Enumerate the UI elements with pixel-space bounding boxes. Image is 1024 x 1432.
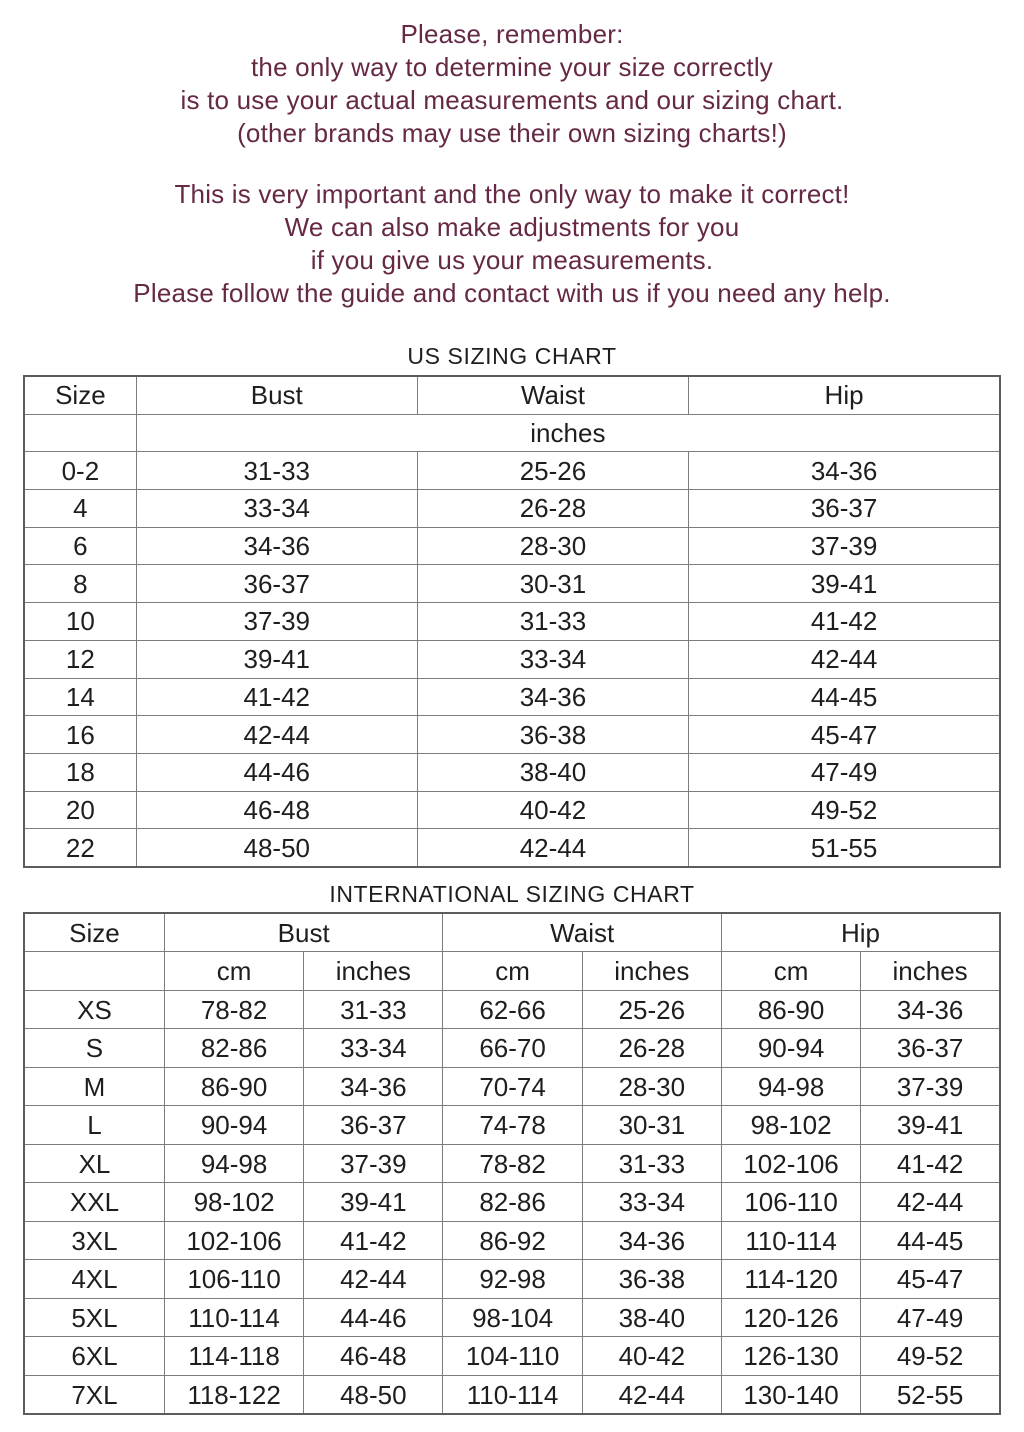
measurement-cell: 31-33 (136, 452, 417, 490)
measurement-cell: 49-52 (861, 1337, 1000, 1376)
measurement-cell: 86-92 (443, 1221, 582, 1260)
measurement-cell: 40-42 (582, 1337, 721, 1376)
intro-line-6: We can also make adjustments for you (284, 212, 740, 242)
measurement-cell: 34-36 (417, 678, 688, 716)
measurement-cell: 36-37 (861, 1029, 1000, 1068)
measurement-cell: 86-90 (164, 1067, 303, 1106)
size-cell: M (24, 1067, 164, 1106)
measurement-cell: 51-55 (689, 829, 1000, 867)
size-cell: 3XL (24, 1221, 164, 1260)
measurement-cell: 90-94 (721, 1029, 860, 1068)
measurement-cell: 98-104 (443, 1298, 582, 1337)
us-table-row (24, 527, 1000, 565)
measurement-cell: 82-86 (164, 1029, 303, 1068)
us-table-row (24, 640, 1000, 678)
intl-table-row (24, 990, 1000, 1029)
measurement-cell: 74-78 (443, 1106, 582, 1145)
column-header-hip: Hip (689, 376, 1000, 414)
measurement-cell: 41-42 (861, 1144, 1000, 1183)
measurement-cell: 98-102 (164, 1183, 303, 1222)
measurement-cell: 46-48 (304, 1337, 443, 1376)
measurement-cell: 41-42 (689, 603, 1000, 641)
measurement-cell: 47-49 (861, 1298, 1000, 1337)
intl-table-row (24, 1144, 1000, 1183)
measurement-cell: 37-39 (689, 527, 1000, 565)
measurement-cell: 90-94 (164, 1106, 303, 1145)
measurement-cell: 41-42 (136, 678, 417, 716)
us-table-row (24, 603, 1000, 641)
measurement-cell: 44-45 (689, 678, 1000, 716)
measurement-cell: 98-102 (721, 1106, 860, 1145)
column-header-size: Size (24, 376, 136, 414)
size-cell: 6XL (24, 1337, 164, 1376)
measurement-cell: 70-74 (443, 1067, 582, 1106)
measurement-cell: 114-120 (721, 1260, 860, 1299)
measurement-cell: 44-45 (861, 1221, 1000, 1260)
measurement-cell: 39-41 (304, 1183, 443, 1222)
measurement-cell: 106-110 (164, 1260, 303, 1299)
size-cell: 8 (24, 565, 136, 603)
size-cell: S (24, 1029, 164, 1068)
measurement-cell: 39-41 (689, 565, 1000, 603)
size-cell: 14 (24, 678, 136, 716)
us-table-row (24, 791, 1000, 829)
unit-label-cell: inches (136, 414, 1000, 452)
unit-label-cell: inches (861, 952, 1000, 991)
measurement-cell: 78-82 (443, 1144, 582, 1183)
unit-label-cell: inches (582, 952, 721, 991)
measurement-cell: 106-110 (721, 1183, 860, 1222)
column-header-bust: Bust (164, 913, 443, 952)
us-table-row (24, 565, 1000, 603)
measurement-cell: 49-52 (689, 791, 1000, 829)
measurement-cell: 102-106 (721, 1144, 860, 1183)
measurement-cell: 48-50 (304, 1375, 443, 1414)
measurement-cell: 34-36 (304, 1067, 443, 1106)
measurement-cell: 114-118 (164, 1337, 303, 1376)
unit-label-cell: cm (721, 952, 860, 991)
measurement-cell: 42-44 (689, 640, 1000, 678)
measurement-cell: 38-40 (582, 1298, 721, 1337)
intl-table-body (24, 990, 1000, 1414)
size-cell: 4XL (24, 1260, 164, 1299)
measurement-cell: 28-30 (582, 1067, 721, 1106)
measurement-cell: 33-34 (304, 1029, 443, 1068)
us-table-row (24, 753, 1000, 791)
measurement-cell: 42-44 (582, 1375, 721, 1414)
intl-table-row (24, 1067, 1000, 1106)
column-header-waist: Waist (417, 376, 688, 414)
measurement-cell: 48-50 (136, 829, 417, 867)
size-cell: 4 (24, 490, 136, 528)
measurement-cell: 34-36 (861, 990, 1000, 1029)
measurement-cell: 33-34 (417, 640, 688, 678)
measurement-cell: 36-37 (136, 565, 417, 603)
measurement-cell: 30-31 (582, 1106, 721, 1145)
measurement-cell: 110-114 (164, 1298, 303, 1337)
size-cell: 18 (24, 753, 136, 791)
measurement-cell: 126-130 (721, 1337, 860, 1376)
measurement-cell: 33-34 (582, 1183, 721, 1222)
size-cell: 0-2 (24, 452, 136, 490)
measurement-cell: 86-90 (721, 990, 860, 1029)
measurement-cell: 31-33 (582, 1144, 721, 1183)
intl-header-row (24, 913, 1000, 952)
intro-line-5: This is very important and the only way to make it correct! (174, 179, 850, 209)
measurement-cell: 37-39 (136, 603, 417, 641)
size-cell: 10 (24, 603, 136, 641)
us-unit-row (24, 414, 1000, 452)
intro-line-1: Please, remember: (400, 19, 624, 49)
intro-line-7: if you give us your measurements. (310, 245, 714, 275)
measurement-cell: 45-47 (689, 716, 1000, 754)
measurement-cell: 46-48 (136, 791, 417, 829)
measurement-cell: 118-122 (164, 1375, 303, 1414)
intro-line-2: the only way to determine your size correctly (251, 52, 773, 82)
intl-table-row (24, 1029, 1000, 1068)
column-header-hip: Hip (721, 913, 1000, 952)
measurement-cell: 36-38 (582, 1260, 721, 1299)
measurement-cell: 42-44 (861, 1183, 1000, 1222)
unit-label-cell: cm (164, 952, 303, 991)
measurement-cell: 47-49 (689, 753, 1000, 791)
measurement-cell: 26-28 (582, 1029, 721, 1068)
size-cell: XXL (24, 1183, 164, 1222)
size-cell: L (24, 1106, 164, 1145)
measurement-cell: 44-46 (304, 1298, 443, 1337)
sizing-guide-page (23, 0, 1001, 1415)
measurement-cell: 36-37 (304, 1106, 443, 1145)
measurement-cell: 42-44 (304, 1260, 443, 1299)
us-sizing-table (23, 375, 1001, 868)
measurement-cell: 36-38 (417, 716, 688, 754)
unit-label-cell: cm (443, 952, 582, 991)
intro-section (23, 0, 1001, 310)
us-chart-title: US SIZING CHART (407, 343, 617, 369)
intro-line-8: Please follow the guide and contact with us if you need any help. (133, 278, 891, 308)
column-header-waist: Waist (443, 913, 722, 952)
column-header-bust: Bust (136, 376, 417, 414)
measurement-cell: 45-47 (861, 1260, 1000, 1299)
intl-table-row (24, 1375, 1000, 1414)
paragraph-spacer (23, 150, 1001, 178)
measurement-cell: 34-36 (136, 527, 417, 565)
us-header-row (24, 376, 1000, 414)
measurement-cell: 94-98 (721, 1067, 860, 1106)
measurement-cell: 52-55 (861, 1375, 1000, 1414)
intl-table-row (24, 1183, 1000, 1222)
measurement-cell: 66-70 (443, 1029, 582, 1068)
column-header-size: Size (24, 913, 164, 952)
intl-table-row (24, 1260, 1000, 1299)
intl-table-row (24, 1337, 1000, 1376)
measurement-cell: 26-28 (417, 490, 688, 528)
intro-line-3: is to use your actual measurements and our sizing chart. (180, 85, 844, 115)
size-cell: 22 (24, 829, 136, 867)
size-cell: 6 (24, 527, 136, 565)
measurement-cell: 102-106 (164, 1221, 303, 1260)
unit-label-cell: inches (304, 952, 443, 991)
intl-chart-title: INTERNATIONAL SIZING CHART (329, 880, 695, 907)
us-table-body (24, 452, 1000, 867)
measurement-cell: 42-44 (136, 716, 417, 754)
measurement-cell: 36-37 (689, 490, 1000, 528)
measurement-cell: 82-86 (443, 1183, 582, 1222)
measurement-cell: 104-110 (443, 1337, 582, 1376)
measurement-cell: 34-36 (689, 452, 1000, 490)
size-cell: 12 (24, 640, 136, 678)
measurement-cell: 42-44 (417, 829, 688, 867)
measurement-cell: 39-41 (136, 640, 417, 678)
measurement-cell: 25-26 (417, 452, 688, 490)
us-table-row (24, 452, 1000, 490)
measurement-cell: 94-98 (164, 1144, 303, 1183)
intl-table-row (24, 1221, 1000, 1260)
measurement-cell: 37-39 (304, 1144, 443, 1183)
us-table-row (24, 716, 1000, 754)
measurement-cell: 120-126 (721, 1298, 860, 1337)
measurement-cell: 110-114 (443, 1375, 582, 1414)
measurement-cell: 78-82 (164, 990, 303, 1029)
measurement-cell: 37-39 (861, 1067, 1000, 1106)
measurement-cell: 62-66 (443, 990, 582, 1029)
us-table-row (24, 678, 1000, 716)
size-cell: XL (24, 1144, 164, 1183)
us-table-row (24, 829, 1000, 867)
measurement-cell: 110-114 (721, 1221, 860, 1260)
intro-line-4: (other brands may use their own sizing charts!) (237, 118, 787, 148)
measurement-cell: 130-140 (721, 1375, 860, 1414)
measurement-cell: 40-42 (417, 791, 688, 829)
intl-sizing-table (23, 912, 1001, 1416)
intl-table-head (24, 913, 1000, 991)
size-cell: 20 (24, 791, 136, 829)
empty-cell (24, 414, 136, 452)
measurement-cell: 39-41 (861, 1106, 1000, 1145)
size-cell: 5XL (24, 1298, 164, 1337)
measurement-cell: 44-46 (136, 753, 417, 791)
intl-unit-row (24, 952, 1000, 991)
measurement-cell: 31-33 (417, 603, 688, 641)
measurement-cell: 92-98 (443, 1260, 582, 1299)
measurement-cell: 34-36 (582, 1221, 721, 1260)
measurement-cell: 28-30 (417, 527, 688, 565)
measurement-cell: 25-26 (582, 990, 721, 1029)
empty-cell (24, 952, 164, 991)
intl-table-row (24, 1298, 1000, 1337)
measurement-cell: 30-31 (417, 565, 688, 603)
size-cell: XS (24, 990, 164, 1029)
size-cell: 16 (24, 716, 136, 754)
size-cell: 7XL (24, 1375, 164, 1414)
measurement-cell: 33-34 (136, 490, 417, 528)
measurement-cell: 38-40 (417, 753, 688, 791)
us-table-row (24, 490, 1000, 528)
us-table-head (24, 376, 1000, 452)
measurement-cell: 41-42 (304, 1221, 443, 1260)
measurement-cell: 31-33 (304, 990, 443, 1029)
intl-table-row (24, 1106, 1000, 1145)
